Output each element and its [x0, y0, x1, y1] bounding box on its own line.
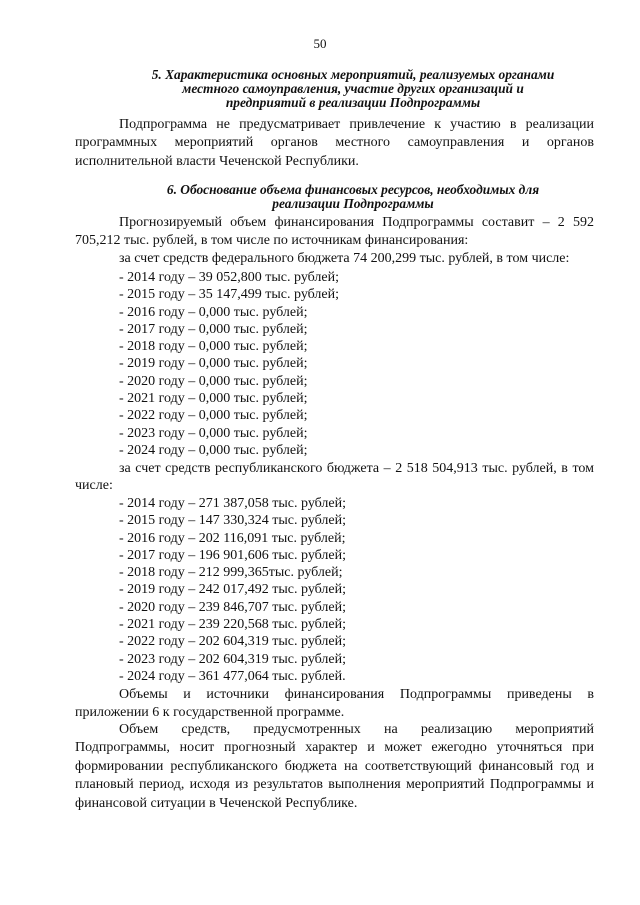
federal-budget-item: - 2021 году – 0,000 тыс. рублей;: [119, 391, 308, 407]
page-number: 50: [313, 36, 327, 51]
section-5-heading: [118, 68, 588, 110]
republic-budget-item: - 2024 году – 361 477,064 тыс. рублей.: [119, 668, 346, 684]
republic-budget-item: - 2015 году – 147 330,324 тыс. рублей;: [119, 513, 347, 529]
federal-budget-item: - 2023 году – 0,000 тыс. рублей;: [119, 425, 308, 441]
republic-budget-item: - 2018 году – 212 999,365тыс. рублей;: [119, 565, 343, 581]
closing-paragraph: Объем средств, предусмотренных на реализацию мероприятий Подпрограммы, носит прогнозный характер и может ежегодно уточняться при формировании республиканского бюджета на соответствующий финансовый год и плановый период, исходя из результатов выполнения мероприятий Подпрограммы и финансовой ситуации в Чеченской Республике.: [75, 722, 594, 811]
federal-budget-list: [119, 269, 339, 459]
republic-budget-item: - 2021 году – 239 220,568 тыс. рублей;: [119, 617, 347, 633]
republic-budget-item: - 2022 году – 202 604,319 тыс. рублей;: [119, 634, 347, 650]
federal-budget-item: - 2017 году – 0,000 тыс. рублей;: [119, 321, 308, 337]
section-5-heading-line-2: местного самоуправления, участие других организаций и: [182, 81, 524, 96]
republic-budget-item: - 2016 году – 202 116,091 тыс. рублей;: [119, 530, 346, 546]
federal-budget-item: - 2020 году – 0,000 тыс. рублей;: [119, 373, 308, 389]
federal-budget-item: - 2024 году – 0,000 тыс. рублей;: [119, 442, 308, 458]
section-6-heading-line-1: 6. Обоснование объема финансовых ресурсов, необходимых для: [166, 182, 540, 197]
federal-budget-item: - 2022 году – 0,000 тыс. рублей;: [119, 408, 308, 424]
section-5-heading-line-3: предприятий в реализации Подпрограммы: [225, 95, 481, 110]
section-5-heading-line-1: 5. Характеристика основных мероприятий, реализуемых органами: [151, 67, 555, 82]
republic-budget-item: - 2020 году – 239 846,707 тыс. рублей;: [119, 599, 347, 615]
section-6-heading-line-2: реализации Подпрограммы: [272, 196, 434, 211]
republic-budget-item: - 2014 году – 271 387,058 тыс. рублей;: [119, 496, 347, 511]
federal-budget-item: - 2015 году – 35 147,499 тыс. рублей;: [119, 287, 340, 303]
section-5-paragraph: Подпрограмма не предусматривает привлечение к участию в реализации программных мероприятий органов местного самоуправления и органов исполнительной власти Чеченской Республики.: [75, 117, 594, 169]
republic-budget-item: - 2019 году – 242 017,492 тыс. рублей;: [119, 582, 347, 598]
federal-budget-line: за счет средств федерального бюджета 74 200,299 тыс. рублей, в том числе:: [119, 251, 570, 266]
federal-budget-item: - 2016 году – 0,000 тыс. рублей;: [119, 304, 308, 320]
section-6-heading: [118, 183, 588, 211]
republic-budget-line: за счет средств республиканского бюджета – 2 518 504,913 тыс. рублей, в том числе:: [75, 461, 594, 494]
volumes-sources-paragraph: Объемы и источники финансирования Подпрограммы приведены в приложении 6 к государственной программе.: [75, 687, 594, 721]
federal-budget-item: - 2014 году – 39 052,800 тыс. рублей;: [119, 270, 340, 285]
republic-budget-item: - 2017 году – 196 901,606 тыс. рублей;: [119, 547, 347, 563]
financing-intro-paragraph: Прогнозируемый объем финансирования Подпрограммы составит – 2 592 705,212 тыс. рублей, в том числе по источникам финансирования:: [75, 215, 594, 249]
republic-budget-list: [119, 495, 346, 685]
republic-budget-item: - 2023 году – 202 604,319 тыс. рублей;: [119, 651, 347, 667]
federal-budget-item: - 2019 году – 0,000 тыс. рублей;: [119, 356, 308, 372]
federal-budget-item: - 2018 году – 0,000 тыс. рублей;: [119, 339, 308, 355]
